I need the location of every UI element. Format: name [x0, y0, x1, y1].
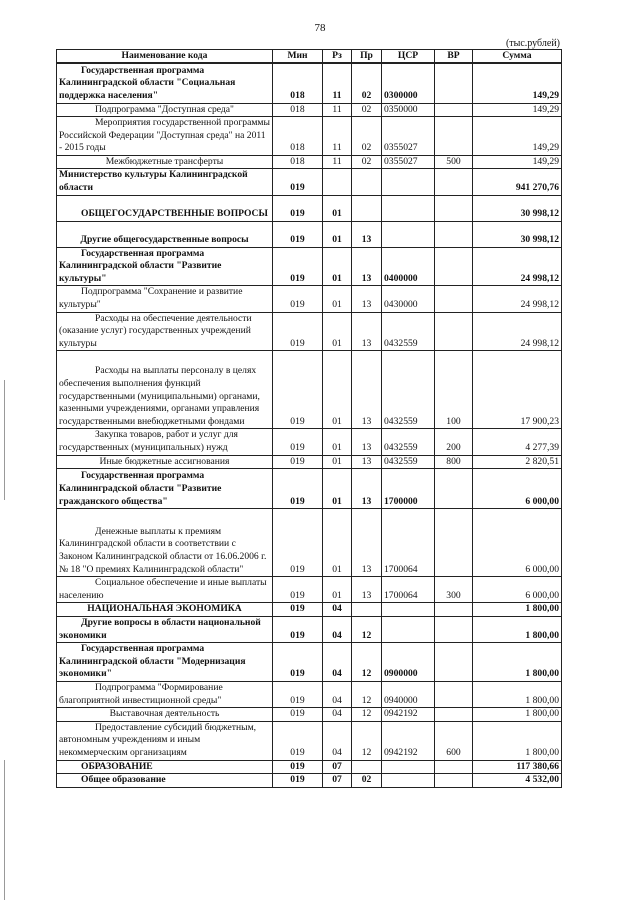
- row-name: Закупка товаров, работ и услуг для государственных (муниципальных) нужд: [57, 429, 273, 455]
- table-row: [57, 455, 562, 469]
- row-name: ОБЩЕГОСУДАРСТВЕННЫЕ ВОПРОСЫ: [57, 195, 273, 221]
- table-row: [57, 577, 562, 603]
- table-row: [57, 616, 562, 642]
- header-pr: Пр: [352, 50, 382, 64]
- row-rz: 01: [323, 455, 352, 469]
- row-vr: [435, 643, 473, 682]
- row-min: 019: [273, 721, 323, 760]
- row-rz: 01: [323, 286, 352, 312]
- row-csr: 1700000: [382, 469, 435, 509]
- row-csr: 0432559: [382, 312, 435, 351]
- row-sum: 24 998,12: [473, 312, 562, 351]
- row-rz: [323, 169, 352, 195]
- row-rz: 04: [323, 721, 352, 760]
- row-name: Расходы на обеспечение деятельности (оказание услуг) государственных учреждений культуры: [57, 312, 273, 351]
- row-rz: 01: [323, 351, 352, 429]
- table-row: [57, 312, 562, 351]
- row-pr: [352, 603, 382, 617]
- table-row: [57, 681, 562, 707]
- row-sum: 149,29: [473, 63, 562, 103]
- row-vr: [435, 774, 473, 788]
- row-sum: 4 532,00: [473, 774, 562, 788]
- table-header-row: [57, 50, 562, 64]
- header-sum: Сумма: [473, 50, 562, 64]
- table-row: [57, 63, 562, 103]
- scan-margin-mark: [4, 380, 5, 500]
- row-rz: 01: [323, 247, 352, 286]
- table-row: [57, 429, 562, 455]
- row-name: Государственная программа Калининградской области "Социальная поддержка населения": [57, 63, 273, 103]
- row-name: Министерство культуры Калининградской области: [57, 169, 273, 195]
- row-min: 019: [273, 169, 323, 195]
- row-csr: 0432559: [382, 455, 435, 469]
- row-pr: 13: [352, 509, 382, 577]
- row-sum: 1 800,00: [473, 616, 562, 642]
- row-csr: [382, 616, 435, 642]
- table-row: [57, 195, 562, 221]
- row-vr: [435, 169, 473, 195]
- row-min: 018: [273, 155, 323, 169]
- row-pr: 13: [352, 221, 382, 247]
- row-sum: 149,29: [473, 103, 562, 117]
- row-name: Подпрограмма "Формирование благоприятной инвестиционной среды": [57, 681, 273, 707]
- row-name: Государственная программа Калининградской области "Модернизация экономики": [57, 643, 273, 682]
- table-row: [57, 721, 562, 760]
- row-rz: 11: [323, 63, 352, 103]
- row-sum: 6 000,00: [473, 469, 562, 509]
- row-sum: 24 998,12: [473, 286, 562, 312]
- row-csr: 0355027: [382, 117, 435, 156]
- row-name: Государственная программа Калининградской области "Развитие гражданского общества": [57, 469, 273, 509]
- row-name: Предоставление субсидий бюджетным, автономным учреждениям и иным некоммерческим организациям: [57, 721, 273, 760]
- row-rz: 11: [323, 117, 352, 156]
- row-csr: 0355027: [382, 155, 435, 169]
- row-csr: [382, 221, 435, 247]
- row-rz: 01: [323, 469, 352, 509]
- row-pr: 13: [352, 351, 382, 429]
- table-row: [57, 469, 562, 509]
- row-pr: [352, 169, 382, 195]
- header-csr: ЦСР: [382, 50, 435, 64]
- row-name: Общее образование: [57, 774, 273, 788]
- row-vr: 100: [435, 351, 473, 429]
- row-csr: [382, 603, 435, 617]
- row-pr: 12: [352, 643, 382, 682]
- table-row: [57, 774, 562, 788]
- table-row: [57, 103, 562, 117]
- row-min: 019: [273, 195, 323, 221]
- row-pr: 13: [352, 577, 382, 603]
- row-pr: 13: [352, 312, 382, 351]
- row-name: Другие общегосударственные вопросы: [57, 221, 273, 247]
- row-rz: 01: [323, 509, 352, 577]
- row-csr: 1700064: [382, 577, 435, 603]
- row-rz: 11: [323, 155, 352, 169]
- row-sum: 941 270,76: [473, 169, 562, 195]
- table-row: [57, 708, 562, 722]
- row-vr: [435, 103, 473, 117]
- row-min: 019: [273, 708, 323, 722]
- table-row: [57, 117, 562, 156]
- header-vr: ВР: [435, 50, 473, 64]
- row-name: Государственная программа Калининградской области "Развитие культуры": [57, 247, 273, 286]
- row-sum: 1 800,00: [473, 643, 562, 682]
- row-pr: [352, 760, 382, 774]
- row-vr: [435, 603, 473, 617]
- table-row: [57, 155, 562, 169]
- row-sum: 1 800,00: [473, 681, 562, 707]
- row-pr: 13: [352, 247, 382, 286]
- row-sum: 30 998,12: [473, 195, 562, 221]
- header-name: Наименование кода: [57, 50, 273, 64]
- scan-margin-mark: [4, 760, 5, 900]
- row-vr: [435, 681, 473, 707]
- row-pr: 02: [352, 117, 382, 156]
- row-pr: 12: [352, 681, 382, 707]
- row-vr: [435, 117, 473, 156]
- row-rz: 04: [323, 681, 352, 707]
- row-rz: 04: [323, 603, 352, 617]
- row-rz: 01: [323, 577, 352, 603]
- row-pr: 02: [352, 103, 382, 117]
- row-sum: 149,29: [473, 155, 562, 169]
- row-name: Подпрограмма "Доступная среда": [57, 103, 273, 117]
- row-min: 019: [273, 760, 323, 774]
- row-pr: 13: [352, 429, 382, 455]
- row-csr: 0430000: [382, 286, 435, 312]
- row-rz: 07: [323, 760, 352, 774]
- row-sum: 24 998,12: [473, 247, 562, 286]
- row-name: Межбюджетные трансферты: [57, 155, 273, 169]
- row-vr: 800: [435, 455, 473, 469]
- row-pr: 12: [352, 721, 382, 760]
- table-row: [57, 603, 562, 617]
- row-name: ОБРАЗОВАНИЕ: [57, 760, 273, 774]
- row-csr: 0350000: [382, 103, 435, 117]
- row-vr: 600: [435, 721, 473, 760]
- row-rz: 11: [323, 103, 352, 117]
- row-csr: 0942192: [382, 708, 435, 722]
- row-min: 018: [273, 63, 323, 103]
- units-note: (тыс.рублей): [505, 38, 560, 49]
- row-min: 019: [273, 681, 323, 707]
- row-pr: 13: [352, 455, 382, 469]
- row-min: 018: [273, 117, 323, 156]
- row-vr: [435, 286, 473, 312]
- row-csr: [382, 774, 435, 788]
- table-row: [57, 509, 562, 577]
- row-vr: [435, 221, 473, 247]
- row-min: 019: [273, 469, 323, 509]
- row-min: 019: [273, 312, 323, 351]
- row-rz: 01: [323, 429, 352, 455]
- row-csr: [382, 169, 435, 195]
- row-vr: 300: [435, 577, 473, 603]
- row-csr: 0942192: [382, 721, 435, 760]
- row-min: 018: [273, 103, 323, 117]
- row-name: Расходы на выплаты персоналу в целях обеспечения выполнения функций государственными (муниципальными) органами, казенными учреждениями, органами управления государственными внебюджетными фондами: [57, 351, 273, 429]
- budget-table: [56, 49, 562, 788]
- row-name: Иные бюджетные ассигнования: [57, 455, 273, 469]
- row-pr: [352, 195, 382, 221]
- table-row: [57, 351, 562, 429]
- row-sum: 149,29: [473, 117, 562, 156]
- row-rz: 01: [323, 312, 352, 351]
- row-min: 019: [273, 351, 323, 429]
- row-csr: [382, 760, 435, 774]
- row-sum: 1 800,00: [473, 708, 562, 722]
- row-pr: 12: [352, 708, 382, 722]
- row-min: 019: [273, 455, 323, 469]
- table-row: [57, 247, 562, 286]
- table-row: [57, 221, 562, 247]
- row-name: Другие вопросы в области национальной экономики: [57, 616, 273, 642]
- row-vr: [435, 616, 473, 642]
- row-min: 019: [273, 774, 323, 788]
- row-min: 019: [273, 286, 323, 312]
- header-rz: Рз: [323, 50, 352, 64]
- row-name: Социальное обеспечение и иные выплаты населению: [57, 577, 273, 603]
- row-vr: 200: [435, 429, 473, 455]
- row-csr: 0432559: [382, 351, 435, 429]
- row-min: 019: [273, 247, 323, 286]
- row-sum: 30 998,12: [473, 221, 562, 247]
- row-vr: [435, 469, 473, 509]
- row-vr: [435, 247, 473, 286]
- row-vr: 500: [435, 155, 473, 169]
- row-csr: 0400000: [382, 247, 435, 286]
- row-csr: 0940000: [382, 681, 435, 707]
- table-row: [57, 643, 562, 682]
- row-min: 019: [273, 603, 323, 617]
- row-sum: 1 800,00: [473, 603, 562, 617]
- header-min: Мин: [273, 50, 323, 64]
- row-sum: 6 000,00: [473, 509, 562, 577]
- row-rz: 04: [323, 616, 352, 642]
- row-min: 019: [273, 429, 323, 455]
- row-rz: 04: [323, 643, 352, 682]
- row-pr: 13: [352, 286, 382, 312]
- row-sum: 117 380,66: [473, 760, 562, 774]
- row-rz: 04: [323, 708, 352, 722]
- row-min: 019: [273, 643, 323, 682]
- page-number: 78: [314, 22, 326, 34]
- row-name: НАЦИОНАЛЬНАЯ ЭКОНОМИКА: [57, 603, 273, 617]
- row-vr: [435, 312, 473, 351]
- row-min: 019: [273, 221, 323, 247]
- row-csr: 0300000: [382, 63, 435, 103]
- row-pr: 02: [352, 63, 382, 103]
- row-vr: [435, 760, 473, 774]
- row-sum: 1 800,00: [473, 721, 562, 760]
- row-vr: [435, 63, 473, 103]
- row-csr: 0432559: [382, 429, 435, 455]
- row-sum: 2 820,51: [473, 455, 562, 469]
- row-name: Подпрограмма "Сохранение и развитие культуры": [57, 286, 273, 312]
- row-min: 019: [273, 577, 323, 603]
- row-vr: [435, 509, 473, 577]
- row-pr: 02: [352, 774, 382, 788]
- row-sum: 6 000,00: [473, 577, 562, 603]
- row-sum: 17 900,23: [473, 351, 562, 429]
- table-row: [57, 169, 562, 195]
- row-name: Денежные выплаты к премиям Калининградской области в соответствии с Законом Калининградской области от 16.06.2006 г. № 18 "О премиях Калининградской области": [57, 509, 273, 577]
- row-pr: 13: [352, 469, 382, 509]
- row-vr: [435, 195, 473, 221]
- row-sum: 4 277,39: [473, 429, 562, 455]
- row-min: 019: [273, 616, 323, 642]
- row-name: Выставочная деятельность: [57, 708, 273, 722]
- row-pr: 12: [352, 616, 382, 642]
- row-rz: 01: [323, 195, 352, 221]
- row-csr: 0900000: [382, 643, 435, 682]
- row-vr: [435, 708, 473, 722]
- row-csr: [382, 195, 435, 221]
- row-rz: 07: [323, 774, 352, 788]
- table-row: [57, 286, 562, 312]
- row-min: 019: [273, 509, 323, 577]
- row-csr: 1700064: [382, 509, 435, 577]
- row-name: Мероприятия государственной программы Российской Федерации "Доступная среда" на 2011 - 2015 годы: [57, 117, 273, 156]
- row-pr: 02: [352, 155, 382, 169]
- row-rz: 01: [323, 221, 352, 247]
- table-row: [57, 760, 562, 774]
